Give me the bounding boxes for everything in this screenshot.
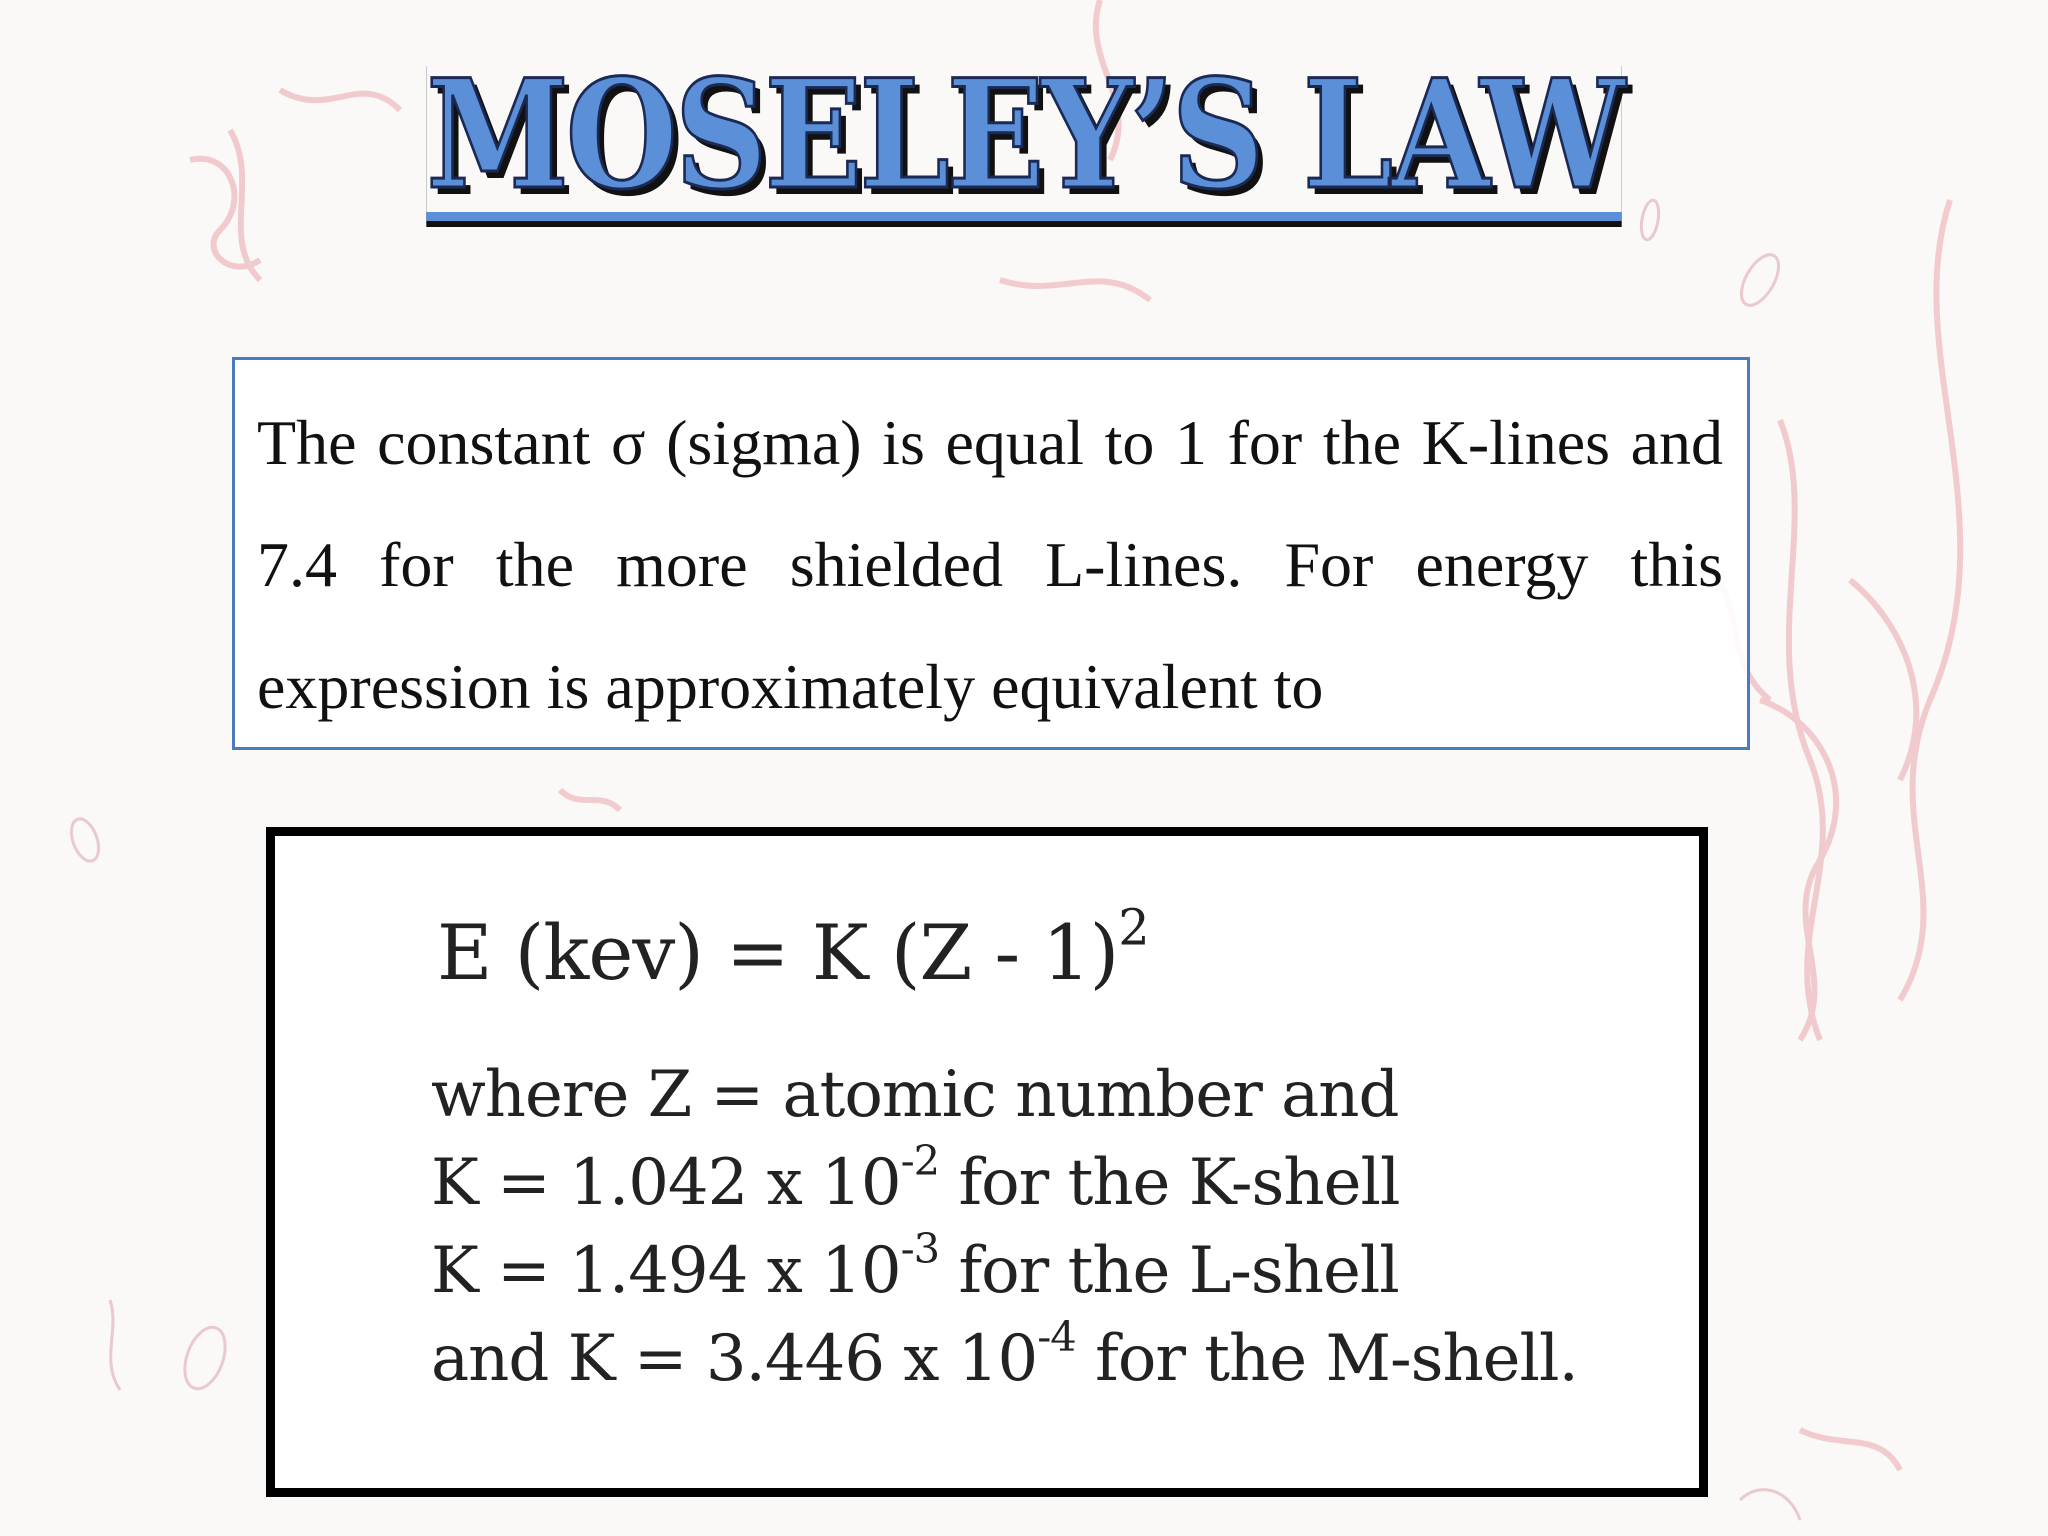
- formula-line-4-exponent: -4: [1037, 1311, 1076, 1361]
- formula-line-l-shell: [431, 1223, 1399, 1308]
- energy-equation-exponent: 2: [1118, 898, 1149, 957]
- formula-line-4-pre: and K = 3.446 x 10: [431, 1322, 1038, 1396]
- formula-line-1-text: where Z = atomic number and: [431, 1058, 1399, 1132]
- definition-box: [232, 357, 1750, 750]
- formula-line-m-shell: [431, 1311, 1578, 1396]
- slide-title-text: MOSELEY’S LAW: [426, 47, 1622, 223]
- formula-line-k-shell: [431, 1135, 1400, 1220]
- definition-paragraph: The constant σ (sigma) is equal to 1 for the K-lines and 7.4 for the more shielded L-lines. For energy this expression is approximately equivalent to: [257, 407, 1723, 722]
- energy-equation-main: E (kev) = K (Z - 1): [437, 908, 1119, 997]
- formula-line-4-post: for the M-shell.: [1075, 1322, 1578, 1396]
- slide-title: [0, 47, 2048, 223]
- formula-line-3-pre: K = 1.494 x 10: [431, 1234, 901, 1308]
- formula-line-2-exponent: -2: [900, 1135, 940, 1185]
- formula-line-2-post: for the K-shell: [939, 1146, 1400, 1220]
- formula-box: [266, 827, 1708, 1497]
- formula-line-3-exponent: -3: [900, 1223, 940, 1273]
- formula-line-2-pre: K = 1.042 x 10: [431, 1146, 901, 1220]
- formula-line-definition-z: [431, 1058, 1398, 1132]
- formula-line-3-post: for the L-shell: [939, 1234, 1399, 1308]
- energy-equation: [437, 898, 1149, 997]
